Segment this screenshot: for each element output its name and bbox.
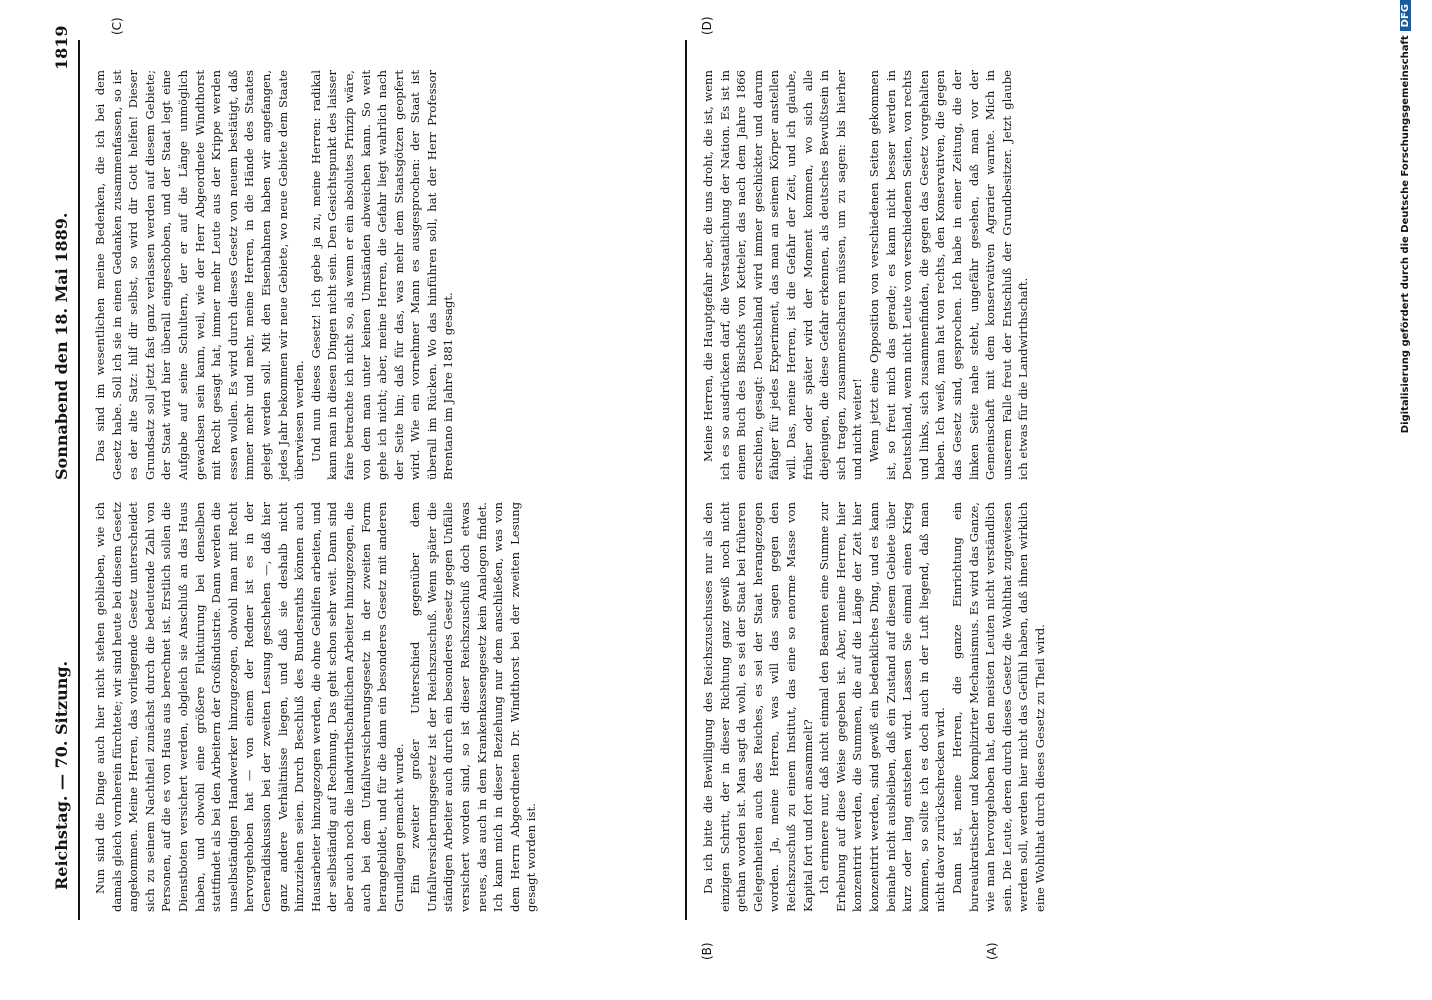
section-divider [685, 40, 687, 920]
dfg-credit [1400, 0, 1418, 1000]
marker-b: (B) [700, 942, 714, 960]
page-number: 1819 [52, 25, 71, 70]
column-top-left [92, 502, 540, 912]
paragraph: Dann ist, meine Herren, die ganze Einrichtung ein bureaukratischer und komplizirter Mechanismus. Es wird das Ganze, wie man hervorgehoben hat, den meisten Leuten nicht verständlich sein. Die Leute, deren durch dieses Gesetz die Wohlthat zugewiesen werden soll, werden hier nicht das Gefühl haben, daß ihnen wirklich eine Wohlthat durch dieses Gesetz zu Theil wird. [949, 502, 1047, 912]
column-top-right [92, 70, 457, 480]
paragraph: Da ich bitte die Bewilligung des Reichszuschusses nur als den einzigen Schritt, der in dieser Richtung ganz gewiß noch nicht gethan worden ist. Man sagt da wohl, es sei der Staat bei früheren Gelegenheiten auch des Reiches, es sei der Staat herangezogen worden. Ja, meine Herren, was will das sagen gegen den Reichszuschuß zu einem Institut, das eine so enorme Masse von Kapital fort und fort ansammelt? [701, 502, 815, 912]
marker-c: (C) [110, 17, 124, 35]
marker-d: (D) [700, 16, 714, 35]
paragraph: Meine Herren, die Hauptgefahr aber, die uns droht, die ist, wenn ich es so ausdrücken darf, die Verstaatlichung der Nation. Es ist in einem Buch des Bischofs von Ketteler, das nach dem Jahre 1866 erschien, gesagt: Deutschland wird immer geschickter und darum fähiger für jedes Experiment, das man an seinem Körper anstellen will. Das, meine Herren, ist die Gefahr der Zeit, und ich glaube, früher oder später wird der Moment kommen, wo sich alle diejenigen, die diese Gefahr erkennen, als deutsches Bewußtsein in sich tragen, zusammenscharen müssen, um zu sagen: bis hierher und nicht weiter! [701, 70, 865, 480]
marker-a: (A) [985, 942, 999, 960]
paragraph: Ich erinnere nur, daß nicht einmal den Beamten eine Summe zur Erhebung auf diese Weise gegeben ist. Aber, meine Herren, hier konzentrirt werden, die Summen, die auf die Länge der Zeit hier konzentrirt werden, sind gewiß ein bedenkliches Ding, und es kann beinahe nicht ausbleiben, daß ein Zustand auf diesem Gebiete über kurz oder lang entstehen wird. Lassen Sie einmal einen Krieg kommen, so sollte ich es doch auch in der Luft liegend, daß man nicht davor zurückschrecken wird. [817, 502, 948, 912]
header-center: Sonnabend den 18. Mai 1889. [52, 212, 71, 480]
dfg-credit-text: Digitalisierung gefördert durch die Deutsche Forschungsgemeinschaft [1400, 35, 1411, 434]
paragraph: Nun sind die Dinge auch hier nicht stehen geblieben, wie ich damals gleich vornherein fürchtete; wir sind heute bei diesem Gesetz angekommen. Meine Herren, das vorliegende Gesetz unterscheidet sich zu seinem Nachtheil zunächst durch die bedeutende Zahl von Personen, auf die es von Haus aus berechnet ist. Erstlich sollen die Dienstboten versichert werden, obgleich sie Anschluß an das Haus haben, und obwohl eine größere Fluktuirung bei denselben stattfindet als bei den Arbeitern der Großindustrie. Dann werden die unselbständigen Handwerker hinzugezogen, obwohl man mit Recht hervorgehoben hat — von einem der Redner ist es in der Generaldiskussion bei der zweiten Lesung geschehen —, daß hier ganz andere Verhältnisse liegen, und daß sie deshalb nicht hinzuziehen seien. Durch Beschluß des Bundesraths können auch Hausarbeiter hinzugezogen werden, die ohne Gehilfen arbeiten, und der selbständig auf Rechnung. Das geht schon sehr weit. Dann sind aber auch noch die landwirthschaftlichen Arbeiter hinzugezogen, die auch bei dem Unfallversicherungsgesetz in der zweiten Form herangebildet, und für die dann ein besonderes Gesetz mit anderen Grundlagen gemacht wurde. [93, 502, 406, 912]
paragraph: Und nun dieses Gesetz! Ich gebe ja zu, meine Herren: radikal kann man in diesen Dingen nicht sein. Den Gesichtspunkt des laisser faire betrachte ich nicht so, als wenn er ein absolutes Prinzip wäre, von dem man unter keinen Umständen abweichen kann. So weit gehe ich nicht; aber, meine Herren, die Gefahr liegt wahrlich nach der Seite hin; daß für das, was mehr dem Staatsgötzen geopfert wird. Wie ein vornehmer Mann es ausgesprochen: der Staat ist überall im Rücken. Wo das hinführen soll, hat der Herr Professor Brentano im Jahre 1881 gesagt. [308, 70, 456, 480]
paragraph: Wenn jetzt eine Opposition von verschiedenen Seiten gekommen ist, so freut mich das gerade; es kann nicht besser werden in Deutschland, wenn nicht Leute von verschiedenen Seiten, von rechts und links, sich zusammenfinden, die gegen das Gesetz vorgehalten haben. Ich weiß, man hat von rechts, den Konservativen, die gegen das Gesetz sind, gesprochen. Ich habe in einer Zeitung, die der linken Seite nahe steht, ungefähr gesehen, daß man vor der Gemeinschaft mit dem konservativen Agrarier warnte. Mich in unserem Falle freut der Entschluß der Grundbesitzer. Jetzt glaube ich etwas für die Landwirthschaft. [866, 70, 1031, 480]
header-left: Reichstag. — 70. Sitzung. [52, 660, 71, 890]
column-bottom-left [700, 502, 1048, 912]
paragraph: Das sind im wesentlichen meine Bedenken, die ich bei dem Gesetz habe. Soll ich sie in einen Gedanken zusammenfassen, so ist es der alte Satz: hilf dir selbst, so wird dir Gott helfen! Dieser Grundsatz soll jetzt fast ganz verlassen werden auf diesem Gebiete; der Staat wird hier überall eingeschoben, und der Staat legt eine Aufgabe auf seine Schultern, der er auf die Länge unmöglich gewachsen sein kann, weil, wie der Herr Abgeordnete Windthorst mit Recht gesagt hat, immer mehr Leute aus der Krippe werden essen wollen. Es wird durch dieses Gesetz von neuem bestätigt, daß immer mehr und mehr, meine Herren, in die Hände des Staates gelegt werden soll. Mit den Eisenbahnen haben wir angefangen, jedes Jahr bekommen wir neue Gebiete, wo neue Gebiete dem Staate überwiesen werden. [93, 70, 307, 480]
paragraph: Ein zweiter großer Unterschied gegenüber dem Unfallversicherungsgesetz ist der Reichszuschuß. Wenn später die ständigen Arbeiter auch durch ein besonderes Gesetz gegen Unfälle versichert worden sind, so ist dieser Reichszuschuß doch etwas neues, das auch in dem Krankenkassengesetz kein Analogon findet. Ich kann mich in dieser Beziehung nur dem anschließen, was von dem Herrn Abgeordneten Dr. Windthorst bei der zweiten Lesung gesagt worden ist. [408, 502, 539, 912]
header-rule [78, 40, 80, 920]
dfg-logo: DFG [1400, 0, 1411, 31]
column-bottom-right [700, 70, 1032, 480]
